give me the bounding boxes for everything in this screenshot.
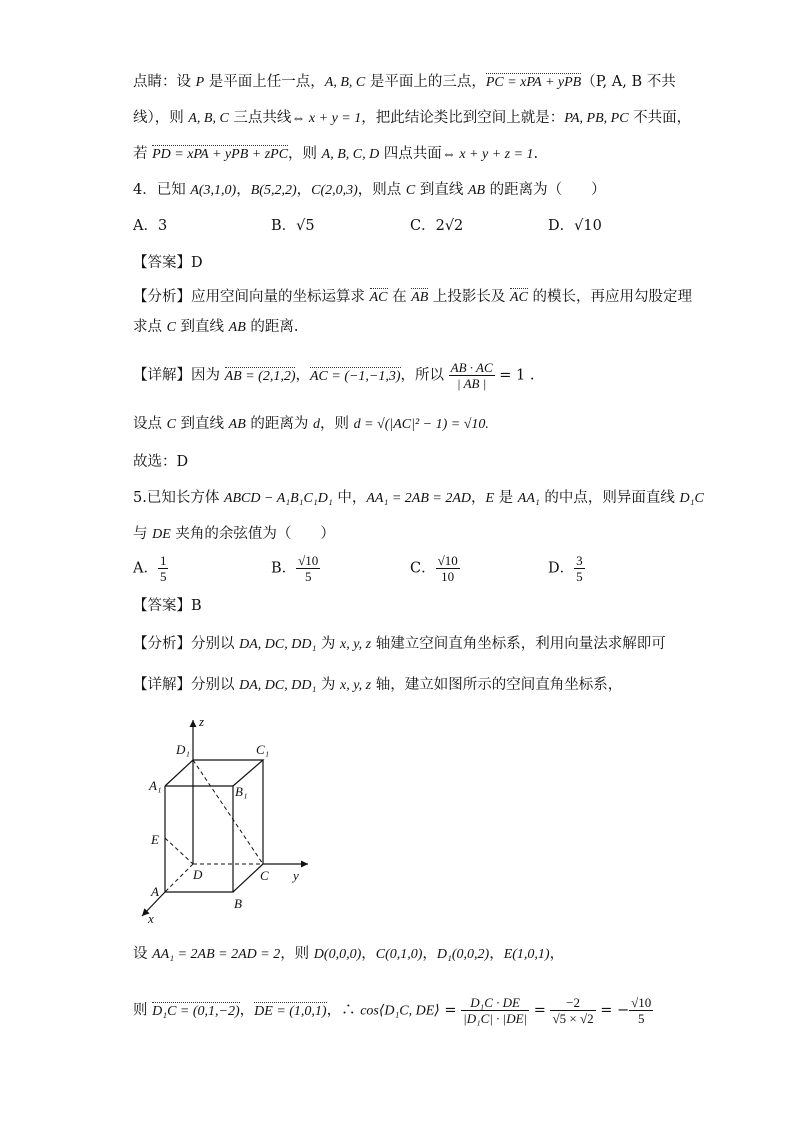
detail-4-line-2: 设点 C 到直线 AB 的距离为 d，则 d = √(|AC|² − 1) = √10. — [133, 416, 489, 432]
answer-4: 【答案】D — [133, 255, 203, 271]
label-b1: B₁ — [235, 784, 248, 799]
cuboid-figure — [130, 712, 330, 927]
vector-eq: PC = xPA + yPB — [486, 73, 581, 93]
label-x: x — [148, 911, 154, 926]
q4-option-a: A．3 — [133, 218, 168, 234]
question-5: 5.已知长方体 ABCD − A₁B₁C₁D₁ 中，AA₁ = 2AB = 2AD，E 是 AA₁ 的中点，则异面直线 D₁C — [133, 490, 704, 506]
question-5-line-2: 与 DE 夹角的余弦值为（ ） — [133, 526, 335, 542]
q4-option-d: D．√10 — [548, 218, 602, 234]
q4-option-c: C．2√2 — [410, 218, 464, 234]
solution-line-1: 设 AA₁ = 2AB = 2AD = 2，则 D(0,0,0)，C(0,1,0)，D₁(0,0,2)，E(1,0,1)， — [133, 946, 565, 962]
label-c: C — [260, 868, 269, 883]
q5-option-b: B． $\frac{√10}{5}$ — [271, 553, 319, 584]
note-line-1: 点睛：设 P 是平面上任一点，A, B, C 是平面上的三点，PC = xPA + yPB（P, A, B 不共 — [133, 72, 676, 93]
analysis-4-line-2: 求点 C 到直线 AB 的距离. — [133, 319, 299, 335]
label-y: y — [293, 868, 299, 883]
answer-5: 【答案】B — [133, 598, 202, 614]
label-d: D — [193, 867, 203, 882]
label-c1: C₁ — [256, 742, 270, 757]
note-line-2: 线），则 A, B, C 三点共线⇔ x + y = 1，把此结论类比到空间上就是：PA, PB, PC 不共面， — [133, 110, 692, 126]
label-a1: A₁ — [149, 778, 162, 793]
analysis-5: 【分析】分别以 DA, DC, DD₁ 为 x, y, z 轴建立空间直角坐标系，利用向量法求解即可 — [133, 636, 666, 652]
label-a: A — [151, 884, 159, 899]
label-b: B — [234, 896, 242, 911]
question-4: 4．已知 A(3,1,0)，B(5,2,2)，C(2,0,3)，则点 C 到直线 AB 的距离为（ ） — [133, 182, 606, 198]
q5-option-a: A． $\frac{1}{5}$ — [133, 553, 167, 584]
label-z: z — [199, 714, 205, 729]
detail-4: 【详解】因为 AB = (2,1,2)，AC = (−1,−1,3)，所以 $\frac{AB \cdot AC}{| AB |}$ = 1 . — [133, 360, 535, 391]
q4-option-b: B．√5 — [271, 218, 315, 234]
q5-option-d: D． $\frac{3}{5}$ — [548, 553, 583, 584]
label-e: E — [151, 832, 159, 847]
solution-line-2: 则 D₁C = (0,1,−2)，DE = (1,0,1)，∴ cos⟨D₁C, DE⟩ = $\frac{\text{D₁C · DE}}{\text{|D₁C| · |DE|}}$ = $\frac{-2}{√5 \times √2}$ = − $\frac{√10}{5}$ — [133, 995, 652, 1026]
projection-fraction: $\frac{AB \cdot AC}{| AB |}$ — [450, 360, 493, 391]
detail-5: 【详解】分别以 DA, DC, DD₁ 为 x, y, z 轴，建立如图所示的空间直角坐标系， — [133, 677, 623, 693]
analysis-4: 【分析】应用空间向量的坐标运算求 AC 在 AB 上投影长及 AC 的模长，再应用勾股定理 — [133, 287, 692, 308]
label-d1: D₁ — [176, 742, 190, 757]
q5-option-c: C． $\frac{√10}{10}$ — [410, 553, 458, 584]
choice-4: 故选：D — [133, 454, 189, 470]
note-line-3: 若 PD = xPA + yPB + zPC，则 A, B, C, D 四点共面⇔ x + y + z = 1. — [133, 144, 538, 165]
